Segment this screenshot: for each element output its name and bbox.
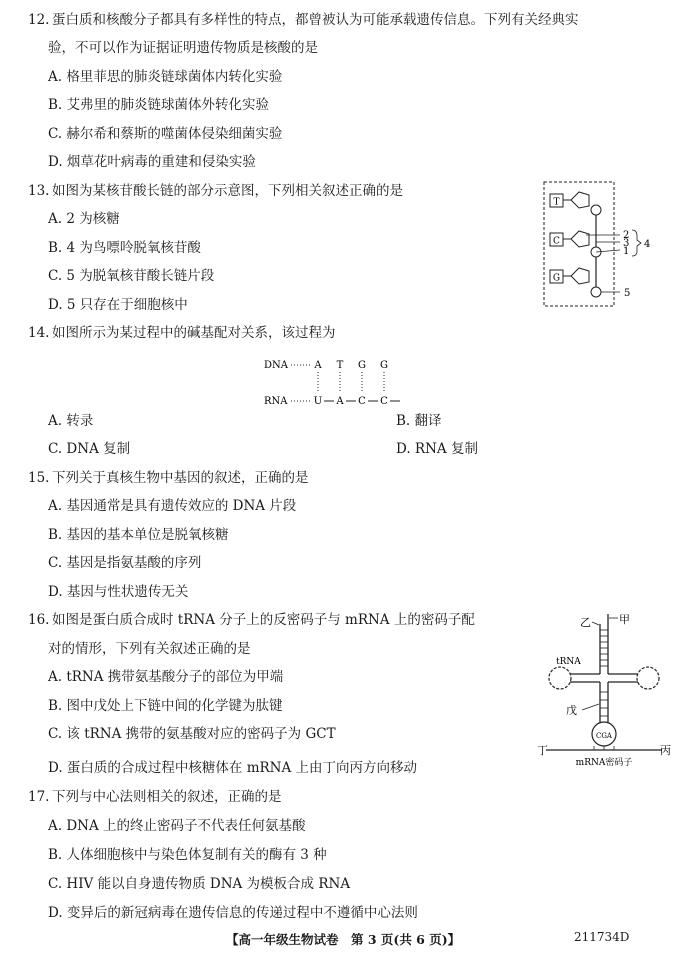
- q17-option-a: A. DNA 上的终止密码子不代表任何氨基酸: [48, 818, 306, 834]
- base-2: C: [553, 236, 560, 247]
- q14-option-b: B. 翻译: [396, 413, 442, 429]
- q14-option-a: A. 转录: [48, 413, 94, 429]
- rna-base-4: C: [380, 396, 388, 407]
- q16-option-c: C. 该 tRNA 携带的氨基酸对应的密码子为 GCT: [48, 726, 336, 742]
- q16-number: 16.: [28, 612, 50, 628]
- q17-option-b: B. 人体细胞核中与染色体复制有关的酶有 3 种: [48, 847, 327, 863]
- q17-option-c: C. HIV 能以自身遗传物质 DNA 为模板合成 RNA: [48, 876, 351, 892]
- q15-option-d: D. 基因与性状遗传无关: [48, 584, 189, 600]
- q13-option-b: B. 4 为鸟嘌呤脱氧核苷酸: [48, 240, 201, 256]
- label-1: 1: [623, 246, 630, 257]
- q14-option-c: C. DNA 复制: [48, 441, 131, 457]
- label-bing: 丙: [660, 744, 671, 757]
- q13-option-c: C. 5 为脱氧核苷酸长链片段: [48, 268, 215, 284]
- dna-base-4: G: [380, 360, 388, 371]
- dna-base-3: G: [358, 360, 366, 371]
- footer-code: 211734D: [574, 930, 630, 944]
- trna-figure: [536, 612, 672, 776]
- label-4: 4: [644, 239, 651, 250]
- q12-option-c: C. 赫尔希和蔡斯的噬菌体侵染细菌实验: [48, 126, 283, 142]
- rna-base-2: A: [336, 396, 344, 407]
- q14-option-d: D. RNA 复制: [396, 441, 478, 457]
- dna-label: DNA: [264, 360, 288, 371]
- label-mrna-codon: mRNA密码子: [575, 758, 633, 768]
- q13-number: 13.: [28, 183, 50, 199]
- q16-option-b: B. 图中戊处上下链中间的化学键为肽键: [48, 698, 283, 714]
- q15-option-a: A. 基因通常是具有遗传效应的 DNA 片段: [48, 498, 297, 514]
- rna-base-1: U: [313, 396, 323, 407]
- q13-option-d: D. 5 只存在于细胞核中: [48, 297, 188, 313]
- q15-option-c: C. 基因是指氨基酸的序列: [48, 555, 202, 571]
- q15-number: 15.: [28, 470, 50, 486]
- brace-4: [632, 230, 641, 256]
- pentose-2: [571, 231, 589, 247]
- q16-option-a: A. tRNA 携带氨基酸分子的部位为甲端: [48, 669, 284, 685]
- rna-label: RNA: [264, 396, 288, 407]
- q13-stem: 如图为某核苷酸长链的部分示意图，下列相关叙述正确的是: [52, 183, 403, 199]
- q16-option-d: D. 蛋白质的合成过程中核糖体在 mRNA 上由丁向丙方向移动: [48, 760, 418, 776]
- q16-stem-line1: 如图是蛋白质合成时 tRNA 分子上的反密码子与 mRNA 上的密码子配: [52, 612, 475, 628]
- rna-base-3: C: [358, 396, 366, 407]
- label-2: 2: [623, 230, 630, 241]
- phosphate-1: [591, 205, 601, 215]
- footer-title: 【高一年级生物试卷 第 3 页(共 6 页)】: [226, 932, 461, 947]
- q12-stem-line1: 蛋白质和核酸分子都具有多样性的特点，都曾被认为可能承载遗传信息。下列有关经典实: [52, 12, 579, 28]
- q17-number: 17.: [28, 789, 50, 805]
- label-5: 5: [624, 288, 631, 299]
- nucleotide-chain-figure: [538, 178, 658, 310]
- dna-base-2: T: [336, 360, 344, 371]
- q12-option-d: D. 烟草花叶病毒的重建和侵染实验: [48, 154, 256, 170]
- q13-option-a: A. 2 为核糖: [48, 211, 120, 227]
- label-wu: 戊: [566, 704, 577, 717]
- label-trna: tRNA: [556, 657, 581, 667]
- dna-base-1: A: [314, 360, 322, 371]
- label-yi: 乙: [580, 616, 591, 629]
- q14-stem: 如图所示为某过程中的碱基配对关系，该过程为: [52, 325, 336, 341]
- anticodon: CGA: [595, 732, 613, 740]
- q12-number: 12.: [28, 12, 50, 28]
- d-loop: [549, 667, 571, 689]
- q14-number: 14.: [28, 325, 50, 341]
- phosphate-3: [591, 287, 601, 297]
- base-3: G: [552, 273, 561, 284]
- q17-option-d: D. 变异后的新冠病毒在遗传信息的传递过程中不遵循中心法则: [48, 905, 418, 921]
- pentose-3: [571, 268, 589, 284]
- q12-stem-line2: 验，不可以作为证据证明遗传物质是核酸的是: [48, 40, 318, 56]
- q12-option-b: B. 艾弗里的肺炎链球菌体外转化实验: [48, 97, 270, 113]
- base-1: T: [553, 197, 560, 208]
- q15-stem: 下列关于真核生物中基因的叙述，正确的是: [52, 470, 309, 486]
- t-loop: [637, 667, 659, 689]
- q12-option-a: A. 格里菲思的肺炎链球菌体内转化实验: [48, 69, 283, 85]
- pentose-1: [571, 192, 589, 208]
- q16-stem-line2: 对的情形，下列有关叙述正确的是: [48, 641, 251, 657]
- label-jia: 甲: [619, 613, 630, 626]
- label-ding: 丁: [537, 744, 548, 757]
- q17-stem: 下列与中心法则相关的叙述，正确的是: [52, 789, 282, 805]
- label-3: 3: [623, 238, 630, 249]
- q15-option-b: B. 基因的基本单位是脱氧核糖: [48, 527, 229, 543]
- base-pairing-figure: [258, 354, 418, 408]
